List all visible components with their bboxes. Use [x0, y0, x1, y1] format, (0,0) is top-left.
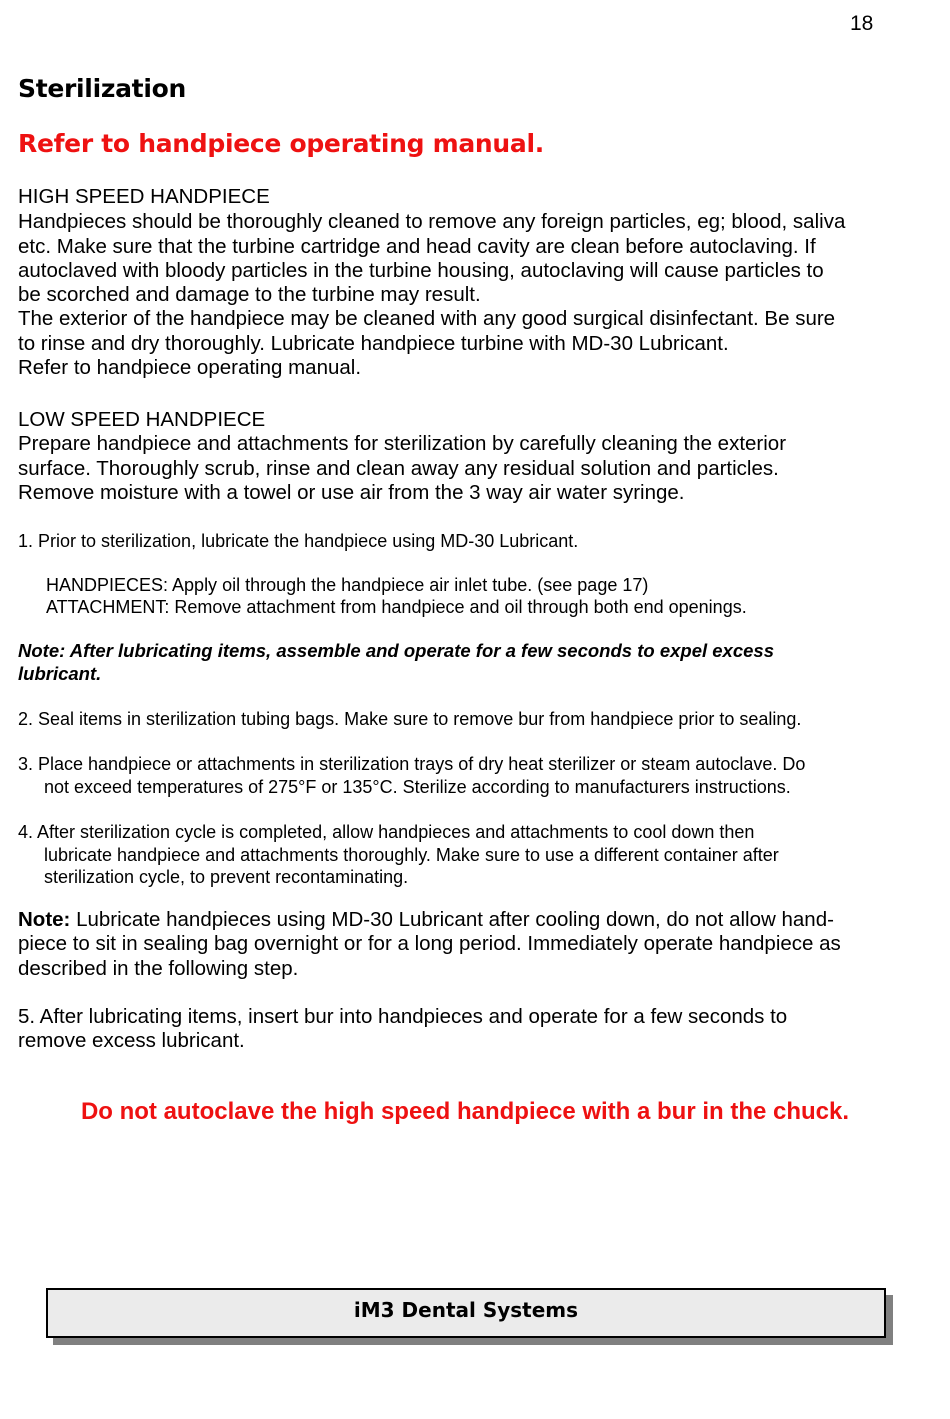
page-number: 18 [850, 12, 874, 35]
section-title: Sterilization [18, 74, 186, 103]
note-text: Lubricate handpieces using MD-30 Lubricant after cooling down, do not allow hand- [70, 908, 834, 931]
high-speed-heading: HIGH SPEED HANDPIECE [18, 185, 270, 208]
low-speed-line: surface. Thoroughly scrub, rinse and clean away any residual solution and particles. [18, 456, 779, 480]
high-speed-line: etc. Make sure that the turbine cartridge and head cavity are clean before autoclaving. If [18, 234, 816, 258]
note-line: lubricant. [18, 662, 102, 684]
high-speed-line: The exterior of the handpiece may be cleaned with any good surgical disinfectant. Be sure [18, 307, 836, 331]
step-line: not exceed temperatures of 275°F or 135°C. Sterilize according to manufacturers instructions. [44, 776, 791, 797]
high-speed-section [18, 185, 930, 380]
step-line: 5. After lubricating items, insert bur into handpieces and operate for a few seconds to [18, 1005, 788, 1028]
cooling-note [18, 908, 930, 981]
refer-manual-title: Refer to handpiece operating manual. [18, 129, 544, 158]
step-line: 4. After sterilization cycle is completed, allow handpieces and attachments to cool down then [18, 822, 755, 842]
handpieces-instruction: HANDPIECES: Apply oil through the handpiece air inlet tube. (see page 17) [46, 575, 649, 595]
step-1: 1. Prior to sterilization, lubricate the handpiece using MD-30 Lubricant. [18, 531, 579, 551]
note-label: Note: [18, 908, 71, 931]
high-speed-line: Handpieces should be thoroughly cleaned to remove any foreign particles, eg; blood, saliva [18, 210, 846, 234]
step-line: 3. Place handpiece or attachments in sterilization trays of dry heat sterilizer or steam autoclave. Do [18, 754, 806, 774]
step-4 [18, 821, 930, 889]
high-speed-line: be scorched and damage to the turbine may result. [18, 283, 481, 307]
low-speed-section [18, 408, 930, 505]
footer-company-name: iM3 Dental Systems [353, 1298, 579, 1322]
step-2: 2. Seal items in sterilization tubing bags. Make sure to remove bur from handpiece prior to sealing. [18, 709, 802, 729]
attachment-instruction: ATTACHMENT: Remove attachment from handpiece and oil through both end openings. [46, 597, 747, 617]
autoclave-warning: Do not autoclave the high speed handpiece with a bur in the chuck. [80, 1098, 850, 1125]
high-speed-line: to rinse and dry thoroughly. Lubricate handpiece turbine with MD-30 Lubricant. [18, 331, 729, 355]
low-speed-heading: LOW SPEED HANDPIECE [18, 408, 266, 431]
low-speed-line: Prepare handpiece and attachments for sterilization by carefully cleaning the exterior [18, 432, 787, 456]
note-line: described in the following step. [18, 956, 299, 980]
step-line: remove excess lubricant. [18, 1029, 245, 1053]
note-line: Note: After lubricating items, assemble and operate for a few seconds to expel excess [18, 640, 774, 661]
note-line: piece to sit in sealing bag overnight or for a long period. Immediately operate handpiece as [18, 932, 841, 956]
high-speed-line: autoclaved with bloody particles in the turbine housing, autoclaving will cause particles to [18, 258, 824, 282]
step-5 [18, 1005, 930, 1054]
low-speed-line: Remove moisture with a towel or use air from the 3 way air water syringe. [18, 480, 685, 504]
step-line: sterilization cycle, to prevent recontaminating. [44, 867, 409, 887]
step-line: lubricate handpiece and attachments thoroughly. Make sure to use a different container after [44, 844, 779, 865]
note-line [18, 908, 930, 932]
lubricating-note [18, 640, 930, 685]
high-speed-line: Refer to handpiece operating manual. [18, 356, 362, 380]
step-3 [18, 753, 930, 798]
footer-banner [46, 1288, 886, 1338]
